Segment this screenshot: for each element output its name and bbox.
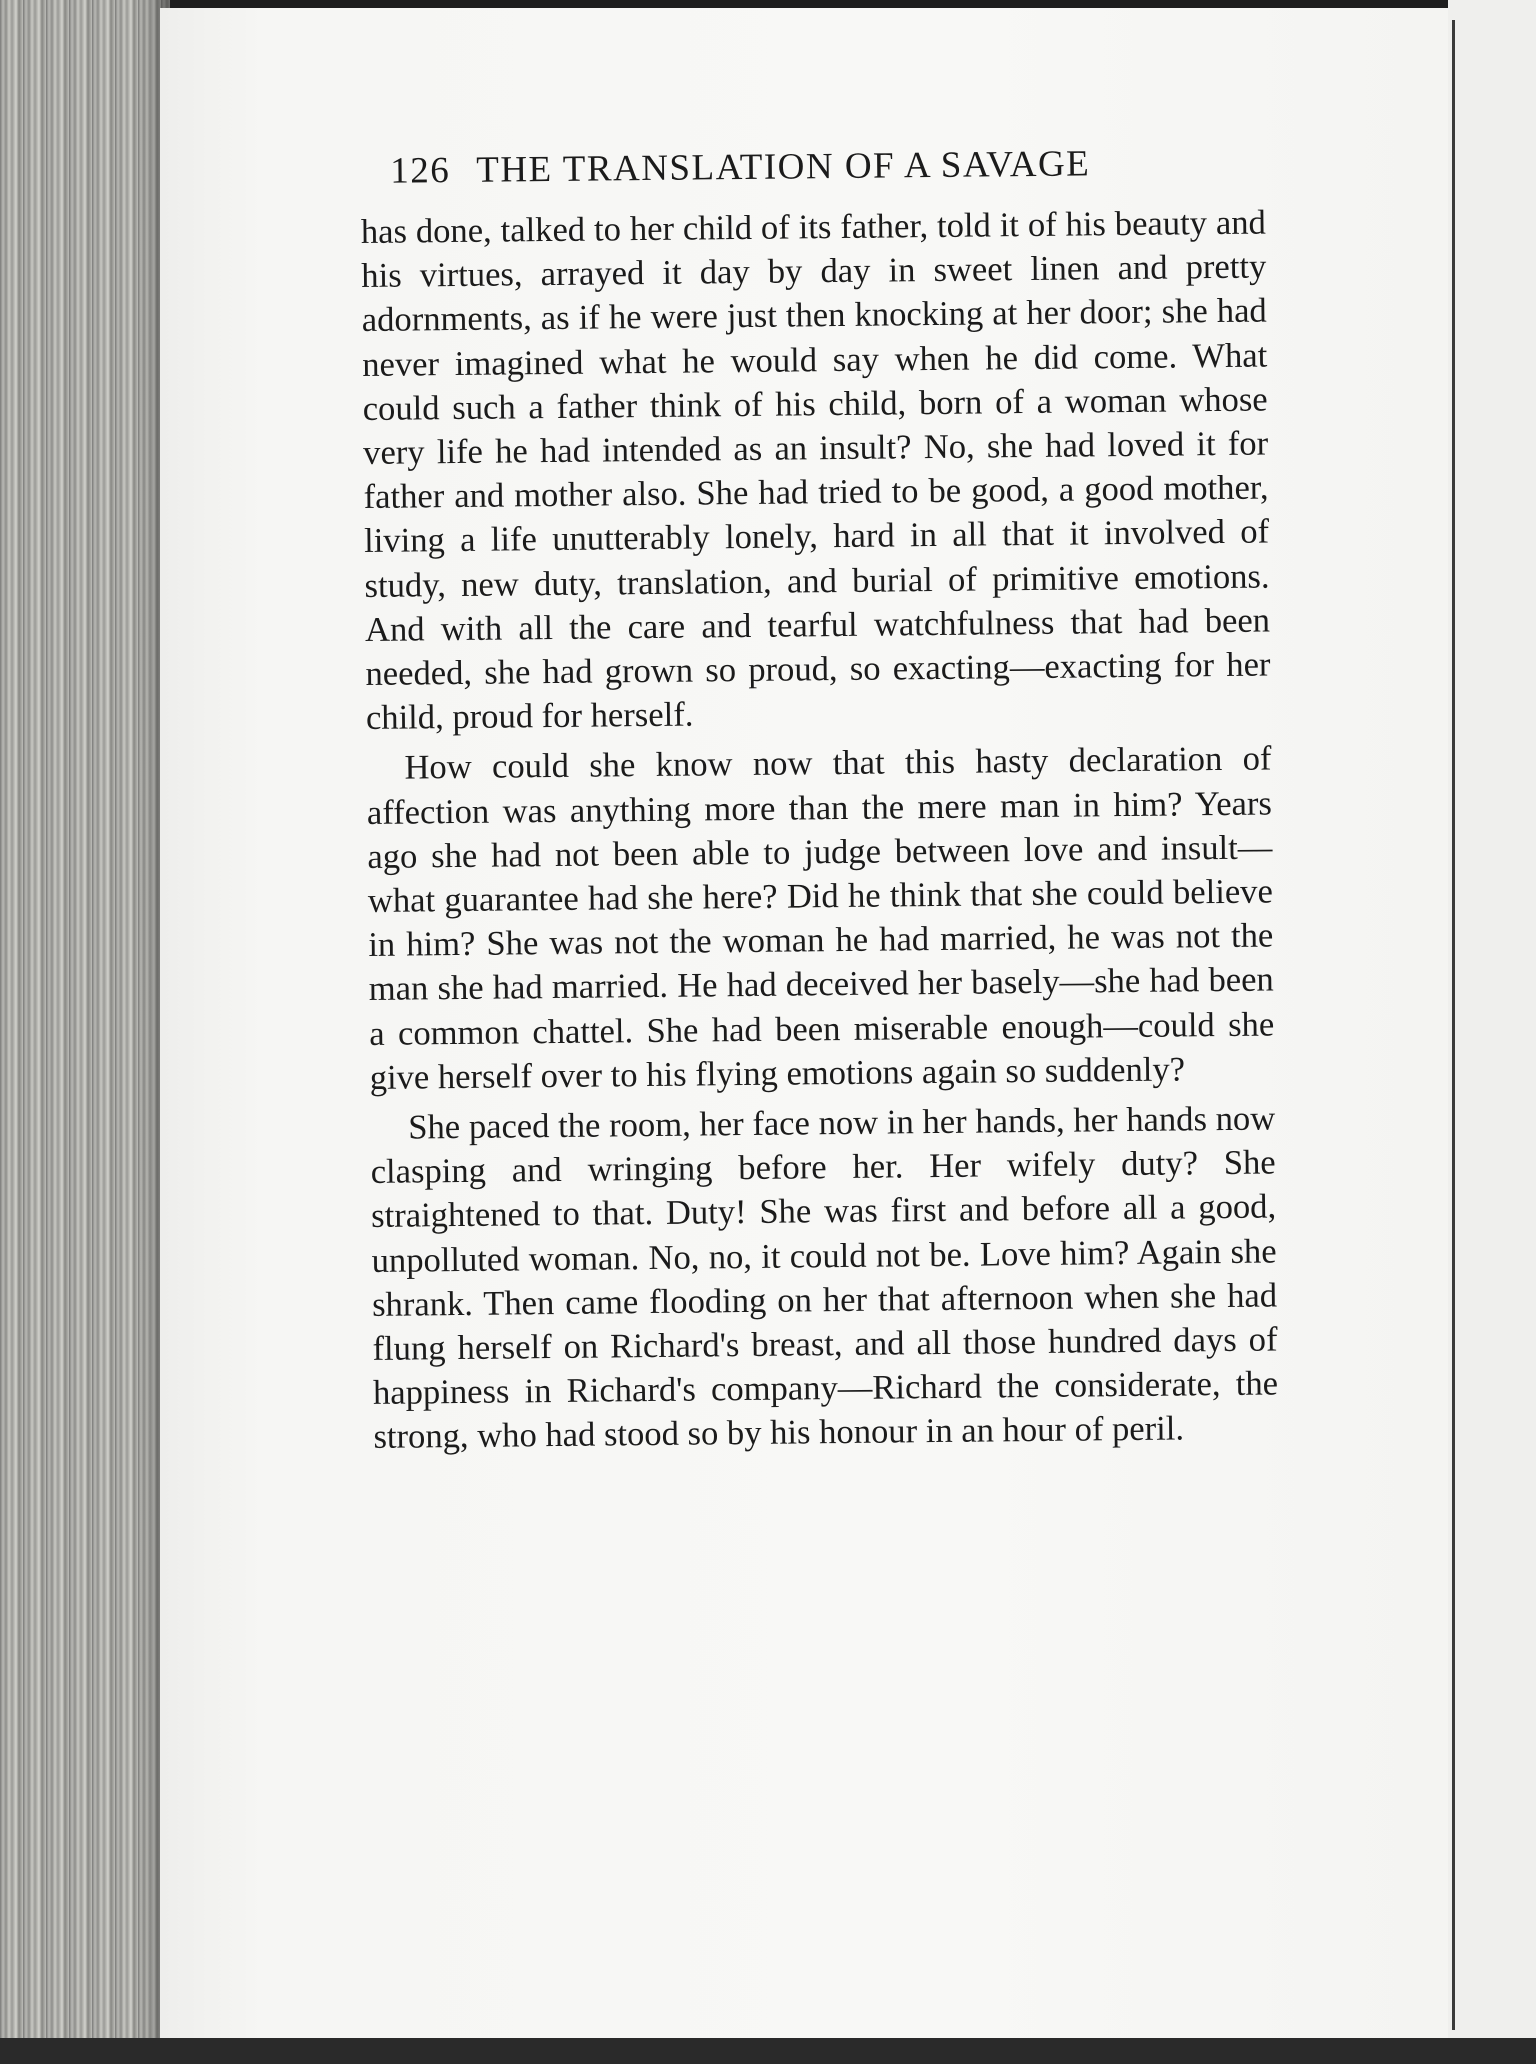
book-title-header: THE TRANSLATION OF A SAVAGE [476,143,1091,191]
page-number: 126 [390,150,451,192]
page-gutter-line [1452,20,1455,2030]
paragraph: How could she know now that this hasty declaration of affection was anything more than the mere man in him? Years ago she had not been able to judge between love and insult—what guarantee had she here? Did he think that she could believe in him? She was not the woman he had married, he was not the man she had married. He had deceived her basely—she had been a common chattel. She had been miserable enough—could she give herself over to his flying emotions again so suddenly? [366,739,1275,1097]
facing-page-edge [1448,0,1536,2064]
running-head [390,141,1265,202]
book-page-edges [0,0,170,2040]
page-text-block [360,141,1279,1460]
paragraph: She paced the room, her face now in her hands, her hands now clasping and wringing before her. Her wifely duty? She straightened to that. Duty! She was first and before all a good, unpolluted woman. No, no, it could not be. Love him? Again she shrank. Then came flooding on her that afternoon when she had flung herself on Richard's breast, and all those hundred days of happiness in Richard's company—Richard the considerate, the strong, who had stood so by his honour in an hour of peril. [370,1099,1279,1457]
scan-bottom-border [0,2038,1536,2064]
paragraph-continued: has done, talked to her child of its father, told it of his beauty and his virtues, arrayed it day by day in sweet linen and pretty adornments, as if he were just then knocking at her door; she had never imagined what he would say when he did come. What could such a father think of his child, born of a woman whose very life he had intended as an insult? No, she had loved it for father and mother also. She had tried to be good, a good mother, living a life unutterably lonely, hard in all that it involved of study, new duty, translation, and burial of primitive emotions. And with all the care and tearful watchfulness that had been needed, she had grown so proud, so exacting—exacting for her child, proud for herself. [360,203,1271,738]
